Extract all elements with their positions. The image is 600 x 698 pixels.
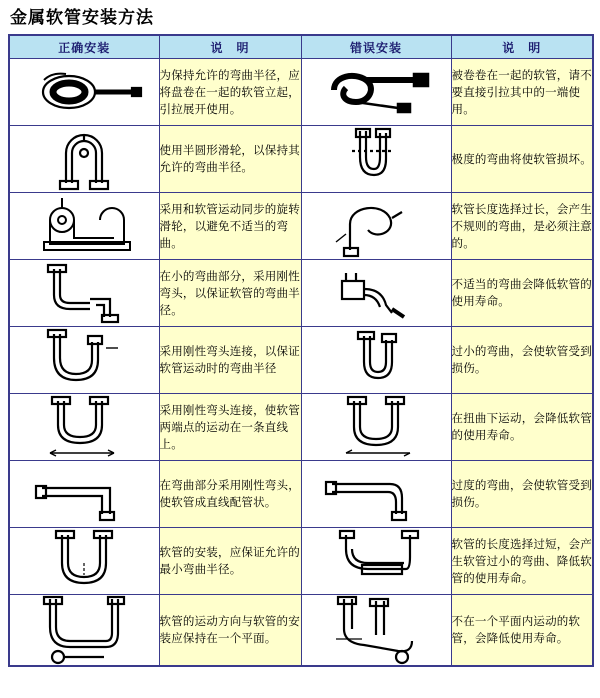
wrong-description: 过小的弯曲，会使软管受到损伤。 — [451, 327, 593, 394]
wrong-figure-cell — [301, 327, 451, 394]
wrong-figure-cell — [301, 260, 451, 327]
correct-figure-cell — [9, 528, 159, 595]
wrong-description: 极度的弯曲将使软管损坏。 — [451, 126, 593, 193]
correct-figure-cell — [9, 193, 159, 260]
wrong-description: 不适当的弯曲会降低软管的使用寿命。 — [451, 260, 593, 327]
loose-long-hose-loop-icon — [306, 194, 446, 258]
table-header — [9, 35, 593, 59]
column-header-wrong-install: 错误安装 — [301, 35, 451, 59]
rigid-elbow-straight-line-motion-icon — [14, 395, 154, 459]
overbent-straight-run-icon — [306, 462, 446, 526]
correct-description: 在弯曲部分采用刚性弯头，使软管成直线配管状。 — [159, 461, 301, 528]
page-title: 金属软管安装方法 — [10, 8, 154, 28]
over-tight-u-loop-icon — [306, 328, 446, 392]
column-header-correct-description: 说 明 — [159, 35, 301, 59]
wrong-description: 软管的长度选择过短，会产生软管过小的弯曲、降低软管的使用寿命。 — [451, 528, 593, 595]
correct-figure-cell — [9, 595, 159, 667]
correct-figure-cell — [9, 461, 159, 528]
column-header-wrong-description: 说 明 — [451, 35, 593, 59]
table-row — [9, 394, 593, 461]
correct-description: 软管的安装，应保证允许的最小弯曲半径。 — [159, 528, 301, 595]
short-hose-tight-bend-icon — [306, 529, 446, 593]
installation-methods-table — [8, 34, 594, 667]
wrong-description: 不在一个平面内运动的软管，会降低使用寿命。 — [451, 595, 593, 667]
table-row — [9, 260, 593, 327]
coiled-hose-flat-coil-icon — [14, 60, 154, 124]
table-row — [9, 126, 593, 193]
twisted-hose-u-shape-icon — [306, 395, 446, 459]
wrong-figure-cell — [301, 461, 451, 528]
wrong-description: 在扭曲下运动，会降低软管的使用寿命。 — [451, 394, 593, 461]
correct-figure-cell — [9, 260, 159, 327]
table-row — [9, 461, 593, 528]
improper-tight-bend-at-fitting-icon — [306, 261, 446, 325]
straight-pipe-with-rigid-elbow-icon — [14, 462, 154, 526]
correct-figure-cell — [9, 126, 159, 193]
correct-figure-cell — [9, 394, 159, 461]
hose-motion-in-same-plane-icon — [14, 595, 154, 665]
table-row — [9, 193, 593, 260]
correct-description: 为保持允许的弯曲半径，应将盘卷在一起的软管立起，引拉展开使用。 — [159, 59, 301, 126]
table-row — [9, 327, 593, 394]
wrong-description: 过度的弯曲，会使软管受到损伤。 — [451, 461, 593, 528]
hose-motion-out-of-plane-icon — [306, 595, 446, 665]
rigid-elbow-small-bend-icon — [14, 261, 154, 325]
sharp-v-bend-hose-icon — [306, 127, 446, 191]
wrong-figure-cell — [301, 126, 451, 193]
column-header-correct-install: 正确安装 — [9, 35, 159, 59]
coiled-hose-pulled-one-end-icon — [306, 60, 446, 124]
correct-description: 采用和软管运动同步的旋转滑轮，以避免不适当的弯曲。 — [159, 193, 301, 260]
table-body — [9, 59, 593, 667]
wrong-figure-cell — [301, 595, 451, 667]
table-row — [9, 59, 593, 126]
correct-figure-cell — [9, 59, 159, 126]
table-row — [9, 595, 593, 667]
correct-figure-cell — [9, 327, 159, 394]
rigid-elbow-u-loop-moving-icon — [14, 328, 154, 392]
correct-description: 使用半圆形滑轮，以保持其允许的弯曲半径。 — [159, 126, 301, 193]
rotating-sheave-with-chain-icon — [14, 194, 154, 258]
wrong-figure-cell — [301, 528, 451, 595]
table-header-row — [9, 35, 593, 59]
table-row — [9, 528, 593, 595]
wrong-figure-cell — [301, 59, 451, 126]
u-hose-minimum-bend-radius-icon — [14, 529, 154, 593]
correct-description: 采用刚性弯头连接，使软管两端点的运动在一条直线上。 — [159, 394, 301, 461]
correct-description: 采用刚性弯头连接，以保证软管运动时的弯曲半径 — [159, 327, 301, 394]
u-bend-with-semicircular-sheave-icon — [14, 127, 154, 191]
wrong-figure-cell — [301, 193, 451, 260]
wrong-figure-cell — [301, 394, 451, 461]
correct-description: 软管的运动方向与软管的安装应保持在一个平面。 — [159, 595, 301, 667]
wrong-description: 被卷卷在一起的软管，请不要直接引拉其中的一端使用。 — [451, 59, 593, 126]
wrong-description: 软管长度选择过长，会产生不规则的弯曲，是必须注意的。 — [451, 193, 593, 260]
correct-description: 在小的弯曲部分，采用刚性弯头，以保证软管的弯曲半径。 — [159, 260, 301, 327]
